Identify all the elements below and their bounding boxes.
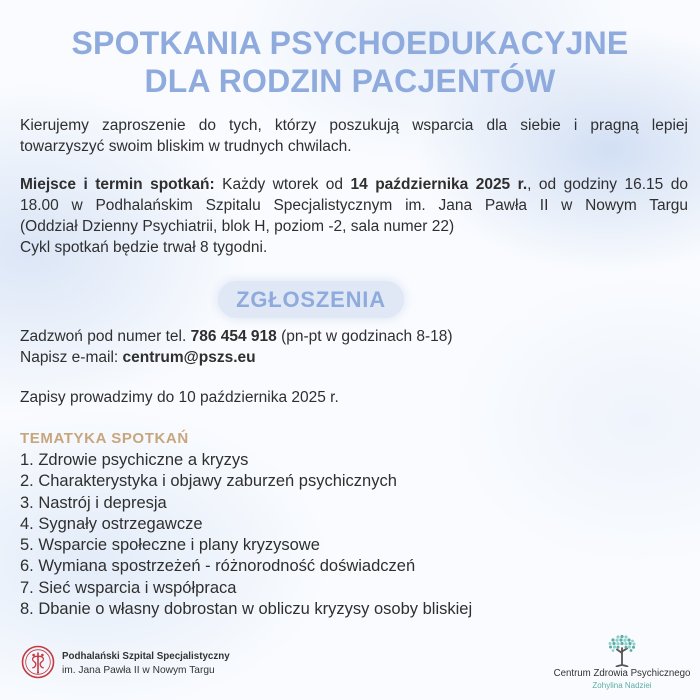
list-item: 8. Dbanie o własny dobrostan w obliczu kryzysy osoby bliskiej [20,600,473,619]
details-text: Każdy wtorek od [214,176,351,193]
phone-hours: (pn-pt w godzinach 8-18) [276,328,453,345]
email-line [20,348,688,369]
hospital-subtitle: im. Jana Pawła II w Nowym Targu [62,665,215,676]
hospital-name: Podhalański Szpital Specjalistyczny [62,651,230,662]
phone-prefix: Zadzwoń pod numer tel. [20,328,191,345]
center-subtitle: Zohylina Nadziei [592,681,652,690]
intro-paragraph [20,115,688,157]
list-item: 2. Charakterystyka i objawy zaburzeń psychicznych [20,472,397,491]
hospital-emblem-icon [21,645,55,679]
details-line: (Oddział Dzienny Psychiatrii, blok H, poziom -2, sala numer 22) [20,218,455,235]
topics-list [20,450,680,620]
tree-logo-icon [602,634,642,667]
center-logo [545,634,699,691]
contact-info [20,327,688,368]
title-line-1: SPOTKANIA PSYCHOEDUKACYJNE [71,25,629,61]
registration-deadline: Zapisy prowadzimy do 10 października 2025 r. [20,389,339,406]
details-label: Miejsce i termin spotkań: [20,176,215,193]
email-link[interactable]: centrum@pszs.eu [122,348,256,366]
list-item: 6. Wymiana spostrzeżeń - różnorodność doświadczeń [20,557,416,576]
email-prefix: Napisz e-mail: [20,348,123,366]
title-line-2: DLA RODZIN PACJENTÓW [144,63,556,99]
hospital-logo-text [62,650,230,678]
list-item: 7. Sieć wsparcia i współpraca [20,578,237,597]
list-item: 4. Sygnały ostrzegawcze [20,514,203,533]
list-item: 3. Nastrój i depresja [20,493,167,512]
registration-heading: ZGŁOSZENIA [218,281,404,318]
center-name: Centrum Zdrowia Psychicznego [553,668,691,679]
phone-number-link[interactable]: 786 454 918 [190,328,277,345]
intro-line: towarzyszyć swoim bliskim w trudnych chwilach. [20,138,352,155]
details-text: , od godziny 16.15 do [527,176,688,193]
details-line: 18.00 w Podhalańskim Szpitalu Specjalistycznym im. Jana Pawła II w Nowym Targu [20,197,688,214]
poster-title [0,24,700,100]
meeting-details [20,174,688,258]
start-date: 14 października 2025 r. [350,176,528,193]
list-item: 5. Wsparcie społeczne i plany kryzysowe [20,536,320,555]
cycle-duration: Cykl spotkań będzie trwał 8 tygodni. [20,239,268,256]
phone-line [20,327,688,348]
intro-line: Kierujemy zaproszenie do tych, którzy poszukują wsparcia dla siebie i pragną lepiej [20,117,688,134]
topics-heading: TEMATYKA SPOTKAŃ [20,430,189,447]
list-item: 1. Zdrowie psychiczne a kryzys [20,451,249,469]
details-line [20,174,688,195]
